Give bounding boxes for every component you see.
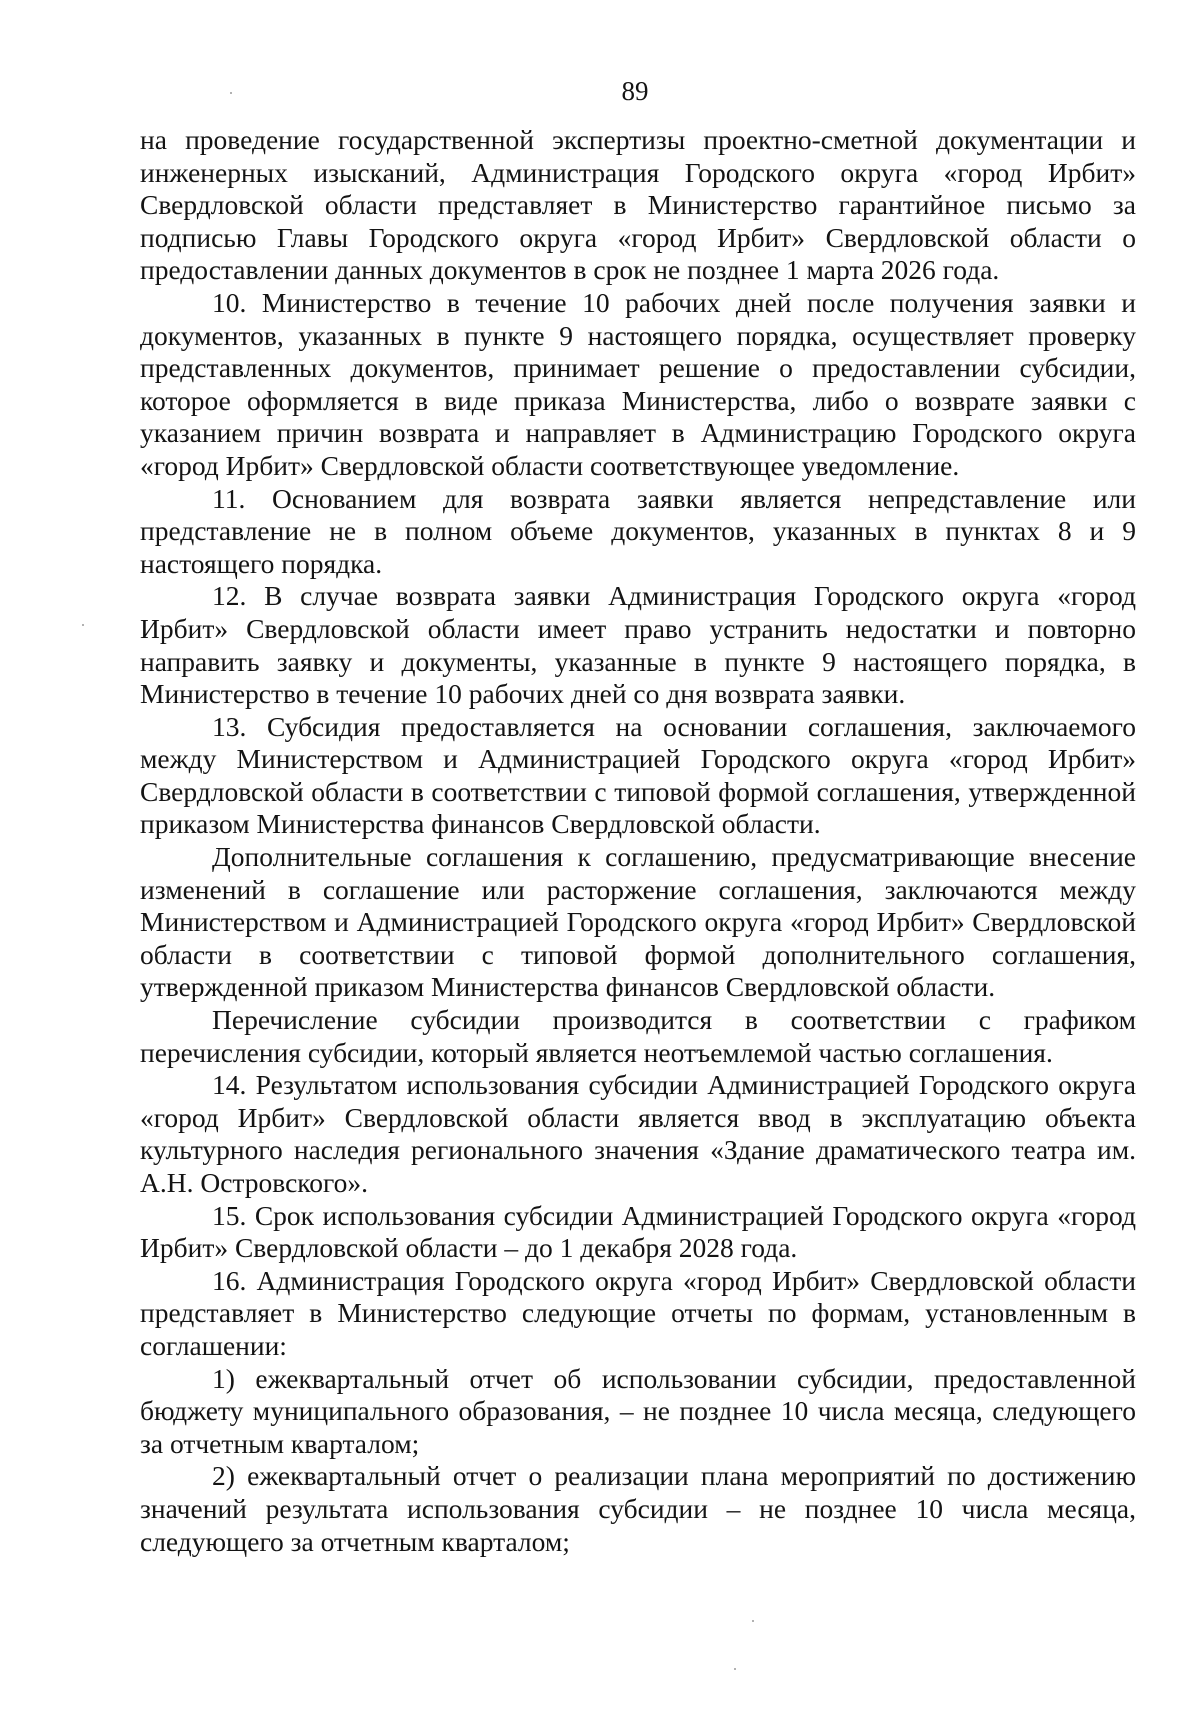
paragraph-continuation: на проведение государственной экспертизы проектно-сметной документации и инженерных изысканий, Администрация Городского округа «город Ирбит» Свердловской области представляет в Министерство гарантийное письмо за подписью Главы Городского округа «город Ирбит» Свердловской области о предоставлении данных документов в срок не позднее 1 марта 2026 года. xyxy=(140,124,1136,286)
paragraph-subitem-1: 1) ежеквартальный отчет об использовании субсидии, предоставленной бюджету муниципального образования, – не позднее 10 числа месяца, следующего за отчетным кварталом; xyxy=(140,1362,1136,1459)
scan-speck xyxy=(82,624,84,626)
document-body xyxy=(140,124,1136,1558)
paragraph-item-15: 15. Срок использования субсидии Администрацией Городского округа «город Ирбит» Свердловской области – до 1 декабря 2028 года. xyxy=(140,1199,1136,1264)
paragraph-item-10: 10. Министерство в течение 10 рабочих дней после получения заявки и документов, указанных в пункте 9 настоящего порядка, осуществляет проверку представленных документов, принимает решение о предоставлении субсидии, которое оформляется в виде приказа Министерства, либо о возврате заявки с указанием причин возврата и направляет в Администрацию Городского округа «город Ирбит» Свердловской области соответствующее уведомление. xyxy=(140,286,1136,481)
scan-speck xyxy=(734,1668,736,1670)
scan-speck xyxy=(230,92,232,94)
paragraph-item-11: 11. Основанием для возврата заявки является непредставление или представление не в полном объеме документов, указанных в пунктах 8 и 9 настоящего порядка. xyxy=(140,482,1136,579)
paragraph-item-16: 16. Администрация Городского округа «город Ирбит» Свердловской области представляет в Министерство следующие отчеты по формам, установленным в соглашении: xyxy=(140,1264,1136,1361)
paragraph-item-14: 14. Результатом использования субсидии Администрацией Городского округа «город Ирбит» Свердловской области является ввод в эксплуатацию объекта культурного наследия регионального значения «Здание драматического театра им. А.Н. Островского». xyxy=(140,1069,1136,1198)
paragraph-transfer-schedule: Перечисление субсидии производится в соответствии с графиком перечисления субсидии, который является неотъемлемой частью соглашения. xyxy=(140,1004,1136,1068)
paragraph-item-13: 13. Субсидия предоставляется на основании соглашения, заключаемого между Министерством и Администрацией Городского округа «город Ирбит» Свердловской области в соответствии с типовой формой соглашения, утвержденной приказом Министерства финансов Свердловской области. xyxy=(140,710,1136,840)
paragraph-additional-agreements: Дополнительные соглашения к соглашению, предусматривающие внесение изменений в соглашение или расторжение соглашения, заключаются между Министерством и Администрацией Городского округа «город Ирбит» Свердловской области в соответствии с типовой формой дополнительного соглашения, утвержденной приказом Министерства финансов Свердловской области. xyxy=(140,841,1136,1003)
paragraph-subitem-2: 2) ежеквартальный отчет о реализации плана мероприятий по достижению значений результата использования субсидии – не позднее 10 числа месяца, следующего за отчетным кварталом; xyxy=(140,1460,1136,1557)
scan-speck xyxy=(752,1620,754,1622)
paragraph-item-12: 12. В случае возврата заявки Администрация Городского округа «город Ирбит» Свердловской области имеет право устранить недостатки и повторно направить заявку и документы, указанные в пункте 9 настоящего порядка, в Министерство в течение 10 рабочих дней со дня возврата заявки. xyxy=(140,580,1136,710)
page-number: 89 xyxy=(621,76,649,106)
